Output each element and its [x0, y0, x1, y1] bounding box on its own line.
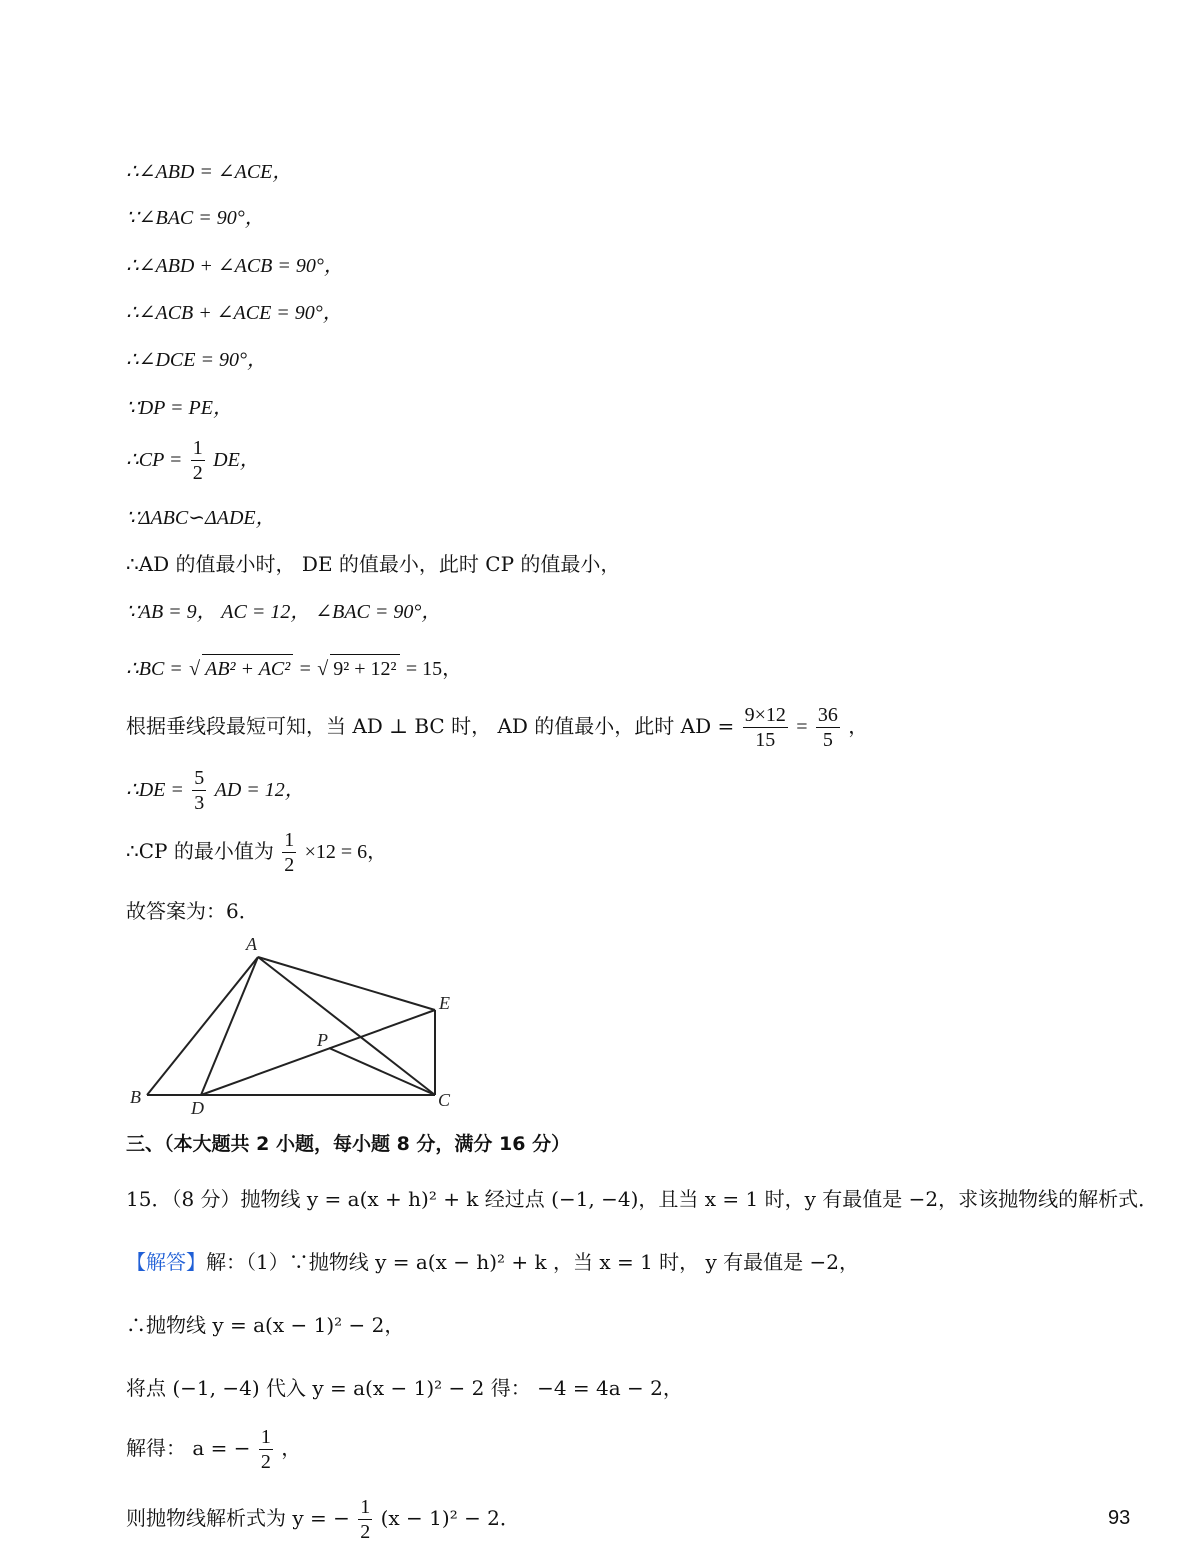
- sqrt-expression: 9² + 12²: [330, 654, 399, 683]
- step-line: ∴∠ABD = ∠ACE，: [126, 161, 293, 183]
- step-line: ∴∠DCE = 90°，: [126, 349, 267, 371]
- geometry-figure: [125, 930, 465, 1120]
- cp-min-line: ∴CP 的最小值为 $\frac{1}{2}$ ×12 = 6，: [126, 829, 388, 876]
- segment-ac: [258, 957, 435, 1095]
- segment-pc: [329, 1048, 435, 1095]
- perp-line: 根据垂线段最短可知，当 AD ⊥ BC 时， AD 的值最小，此时 AD = $\frac{9\times 12}{15}$ = $\frac{36}{5}$ ，: [126, 704, 869, 751]
- label-p: P: [317, 1030, 328, 1050]
- label-a: A: [246, 934, 257, 954]
- fraction: $\frac{9\times 12}{15}$: [744, 704, 786, 751]
- sqrt-expression: AB² + AC²: [202, 654, 293, 683]
- fraction: $\frac{5}{3}$: [194, 767, 205, 814]
- segment-ae: [258, 957, 435, 1010]
- similar-line: ∵ΔABC∽ΔADE，: [126, 507, 276, 529]
- fraction: $\frac{1}{2}$: [360, 1496, 371, 1543]
- fraction: $\frac{36}{5}$: [817, 704, 838, 751]
- bc-line: ∴BC = √ AB² + AC² = √ 9² + 12² = 15，: [126, 654, 462, 683]
- solution-line-4: 解得： a = − $\frac{1}{2}$ ，: [126, 1426, 302, 1473]
- page-number: 93: [1108, 1507, 1131, 1529]
- cp-half-line: ∴CP = $\frac{1}{2}$ DE，: [126, 437, 260, 484]
- fraction: $\frac{1}{2}$: [192, 437, 203, 484]
- step-line: ∵DP = PE，: [126, 397, 233, 419]
- section-heading: 三、（本大题共 2 小题，每小题 8 分，满分 16 分）: [126, 1133, 571, 1155]
- segment-ad: [201, 957, 258, 1095]
- fraction: $\frac{1}{2}$: [284, 829, 295, 876]
- answer-line: 故答案为：6．: [126, 899, 259, 923]
- solution-tag: 【解答】: [126, 1250, 206, 1274]
- label-d: D: [191, 1098, 204, 1118]
- label-b: B: [130, 1087, 141, 1107]
- step-line: ∴∠ABD + ∠ACB = 90°，: [126, 255, 344, 277]
- fraction: $\frac{1}{2}$: [260, 1426, 271, 1473]
- solution-line-5: 则抛物线解析式为 y = − $\frac{1}{2}$ (x − 1)² − 2．: [126, 1496, 520, 1543]
- solution-line-1: 【解答】解：（1）∵抛物线 y = a(x − h)² + k ，当 x = 1 时， y 有最值是 −2，: [126, 1250, 860, 1274]
- segment-de: [201, 1010, 435, 1095]
- given-line: ∵AB = 9， AC = 12， ∠BAC = 90°，: [126, 601, 442, 623]
- solution-line-2: ∴抛物线 y = a(x − 1)² − 2，: [126, 1313, 405, 1337]
- step-line: ∴∠ACB + ∠ACE = 90°，: [126, 302, 343, 324]
- label-c: C: [438, 1090, 451, 1110]
- de-line: ∴DE = $\frac{5}{3}$ AD = 12，: [126, 767, 305, 814]
- segment-ab: [147, 957, 258, 1095]
- solution-line-3: 将点 (−1, −4) 代入 y = a(x − 1)² − 2 得： −4 = 4a − 2，: [126, 1376, 683, 1400]
- step-line: ∵∠BAC = 90°，: [126, 207, 265, 229]
- label-e: E: [439, 993, 450, 1013]
- question-15: 15．（8 分）抛物线 y = a(x + h)² + k 经过点 (−1, −4)，且当 x = 1 时，y 有最值是 −2，求该抛物线的解析式．: [126, 1187, 1159, 1211]
- min-line: ∴AD 的值最小时， DE 的值最小，此时 CP 的值最小，: [126, 552, 621, 576]
